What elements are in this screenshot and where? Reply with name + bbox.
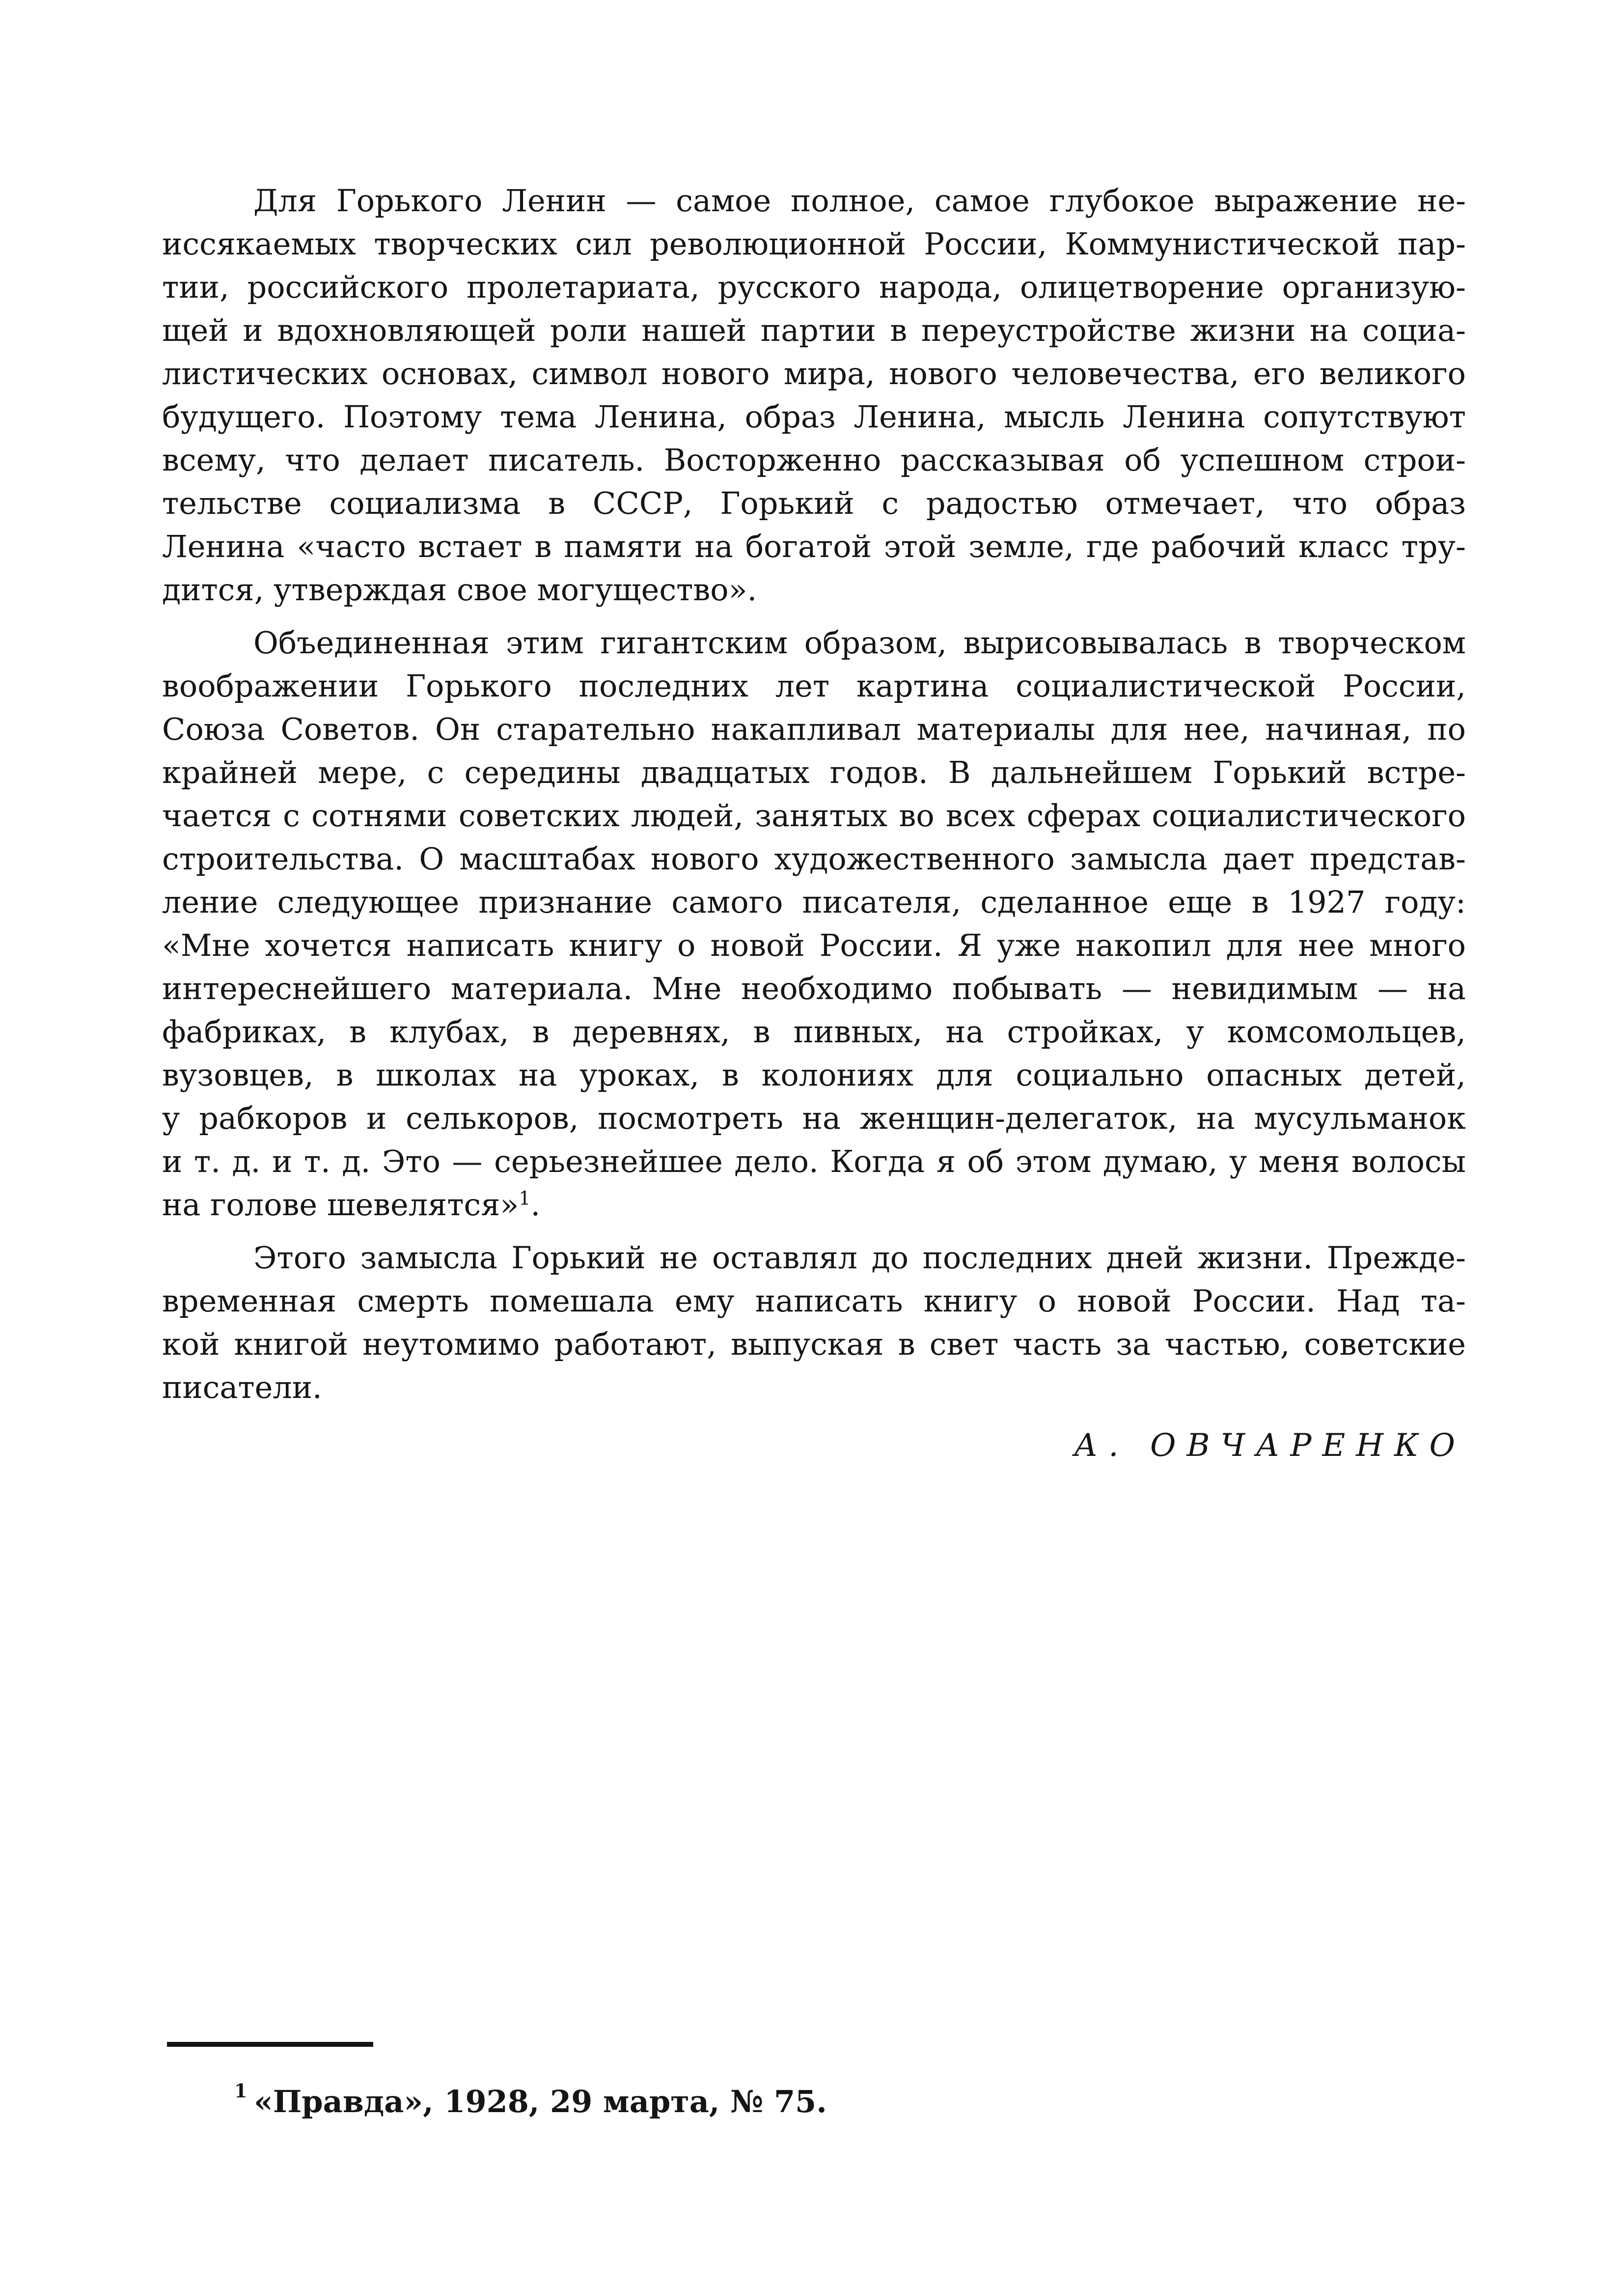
text-line-content: на голове шевелятся» bbox=[162, 1187, 519, 1223]
text-line: чается с сотнями советских людей, занятых во всех сферах социалистического bbox=[162, 798, 1466, 834]
text-line: временная смерть помешала ему написать книгу о новой России. Над та- bbox=[162, 1283, 1466, 1319]
text-line: крайней мере, с середины двадцатых годов. В дальнейшем Горький встре- bbox=[162, 754, 1466, 790]
text-line: кой книгой неутомимо работают, выпуская в свет часть за частью, советские bbox=[162, 1326, 1466, 1362]
text-line: на голове шевелятся»$^1$. bbox=[162, 1187, 541, 1223]
text-line: ление следующее признание самого писателя, сделанное еще в 1927 году: bbox=[162, 884, 1466, 920]
text-line: листических основах, символ нового мира, нового человечества, его великого bbox=[162, 356, 1466, 391]
text-line: иссякаемых творческих сил революционной России, Коммунистической пар- bbox=[162, 226, 1466, 262]
text-line: писатели. bbox=[162, 1369, 322, 1405]
text-line: будущего. Поэтому тема Ленина, образ Ленина, мысль Ленина сопутствуют bbox=[162, 399, 1466, 435]
author-signature: А. ОВЧАРЕНКО bbox=[1073, 1427, 1466, 1464]
text-line: и т. д. и т. д. Это — серьезнейшее дело. Когда я об этом думаю, у меня волосы bbox=[162, 1143, 1466, 1179]
text-line: «Мне хочется написать книгу о новой России. Я уже накопил для нее много bbox=[162, 927, 1466, 963]
text-line: вузовцев, в школах на уроках, в колониях для социально опасных детей, bbox=[162, 1057, 1466, 1093]
text-line: дится, утверждая свое могущество». bbox=[162, 572, 757, 608]
text-line: тии, российского пролетариата, русского народа, олицетворение организую- bbox=[162, 269, 1466, 305]
text-line: тельстве социализма в СССР, Горький с радостью отмечает, что образ bbox=[162, 485, 1466, 521]
text-line: Для Горького Ленин — самое полное, самое глубокое выражение не- bbox=[253, 183, 1466, 219]
footnote bbox=[234, 2080, 827, 2119]
text-line: строительства. О масштабах нового художественного замысла дает представ- bbox=[162, 841, 1466, 877]
text-line: Ленина «часто встает в памяти на богатой этой земле, где рабочий класс тру- bbox=[162, 529, 1466, 564]
footnote-text: «Правда», 1928, 29 марта, № 75. bbox=[254, 2084, 827, 2119]
footnote-marker: 1 bbox=[234, 2080, 248, 2102]
text-line: интереснейшего материала. Мне необходимо побывать — невидимым — на bbox=[162, 971, 1466, 1006]
text-line: Этого замысла Горький не оставлял до последних дней жизни. Прежде- bbox=[253, 1240, 1466, 1276]
footnote-reference[interactable]: 1 bbox=[519, 1187, 531, 1209]
text-line: у рабкоров и селькоров, посмотреть на женщин-делегаток, на мусульманок bbox=[162, 1100, 1466, 1136]
text-line: всему, что делает писатель. Восторженно рассказывая об успешном строи- bbox=[162, 442, 1466, 478]
text-line: воображении Горького последних лет картина социалистической России, bbox=[162, 668, 1466, 704]
text-line: щей и вдохновляющей роли нашей партии в переустройстве жизни на социа- bbox=[162, 312, 1466, 348]
text-line: фабриках, в клубах, в деревнях, в пивных, на стройках, у комсомольцев, bbox=[162, 1014, 1466, 1050]
text-line: Объединенная этим гигантским образом, вырисовывалась в творческом bbox=[253, 625, 1466, 661]
footnote-divider bbox=[167, 2042, 373, 2047]
text-line: Союза Советов. Он старательно накапливал материалы для нее, начиная, по bbox=[162, 711, 1466, 747]
